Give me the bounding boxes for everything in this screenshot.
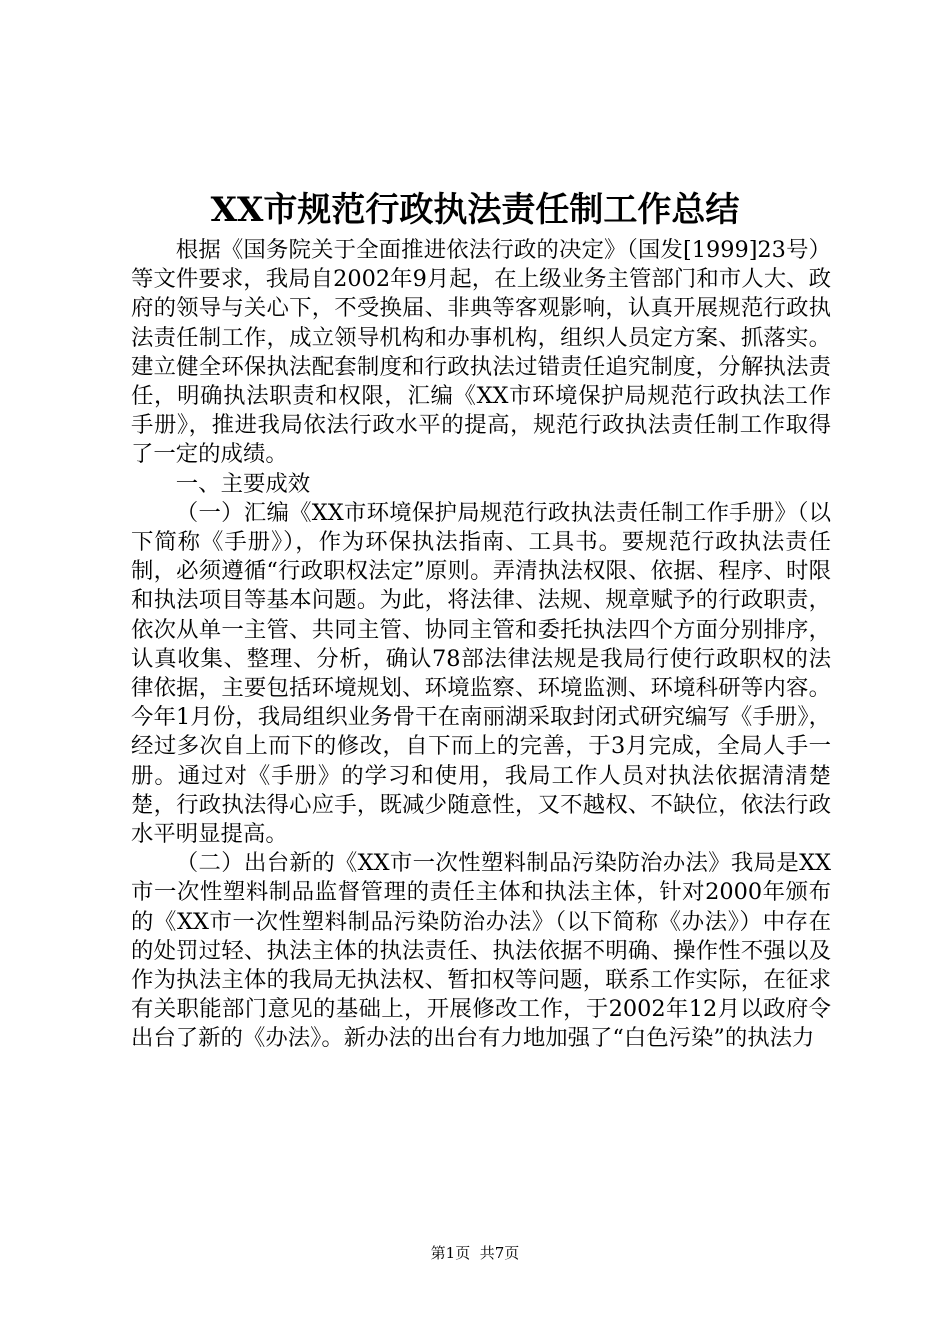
paragraph-plastic-measures: （二）出台新的《XX市一次性塑料制品污染防治办法》我局是XX市一次性塑料制品监督管理的责任主体和执法主体，针对2000年颁布的《XX市一次性塑料制品污染防治办法》（以下简称《办法》）中存在的处罚过轻、执法主体的执法责任、执法依据不明确、操作性不强以及作为执法主体的我局无执法权、暂扣权等问题，联系工作实际，在征求有关职能部门意见的基础上，开展修改工作，于2002年12月以政府令出台了新的《办法》。新办法的出台有力地加强了“白色污染”的执法力 [131,850,831,1052]
section-heading: 一、主要成效 [175,470,311,497]
document-title: XX市规范行政执法责任制工作总结 [210,190,740,230]
paragraph-intro: 根据《国务院关于全面推进依法行政的决定》（国发[1999]23号）等文件要求，我局自2002年9月起，在上级业务主管部门和市人大、政府的领导与关心下，不受换届、非典等客观影响，认真开展规范行政执法责任制工作，成立领导机构和办事机构，组织人员定方案、抓落实。建立健全环保执法配套制度和行政执法过错责任追究制度，分解执法责任，明确执法职责和权限，汇编《XX市环境保护局规范行政执法工作手册》，推进我局依法行政水平的提高，规范行政执法责任制工作取得了一定的成绩。 [131,237,831,468]
document-body [131,236,831,1054]
page-number: 第1页 [430,1244,471,1262]
page-total: 共7页 [479,1244,520,1262]
paragraph-handbook: （一）汇编《XX市环境保护局规范行政执法责任制工作手册》（以下简称《手册》），作为环保执法指南、工具书。要规范行政执法责任制，必须遵循“行政职权法定”原则。弄清执法权限、依据、程序、时限和执法项目等基本问题。为此，将法律、法规、规章赋予的行政职责，依次从单一主管、共同主管、协同主管和委托执法四个方面分别排序，认真收集、整理、分析，确认78部法律法规是我局行使行政职权的法律依据，主要包括环境规划、环境监察、环境监测、环境科研等内容。今年1月份，我局组织业务骨干在南丽湖采取封闭式研究编写《手册》，经过多次自上而下的修改，自下而上的完善，于3月完成，全局人手一册。通过对《手册》的学习和使用，我局工作人员对执法依据清清楚楚，行政执法得心应手，既减少随意性，又不越权、不缺位，依法行政水平明显提高。 [131,499,831,848]
page-footer [0,1243,950,1263]
